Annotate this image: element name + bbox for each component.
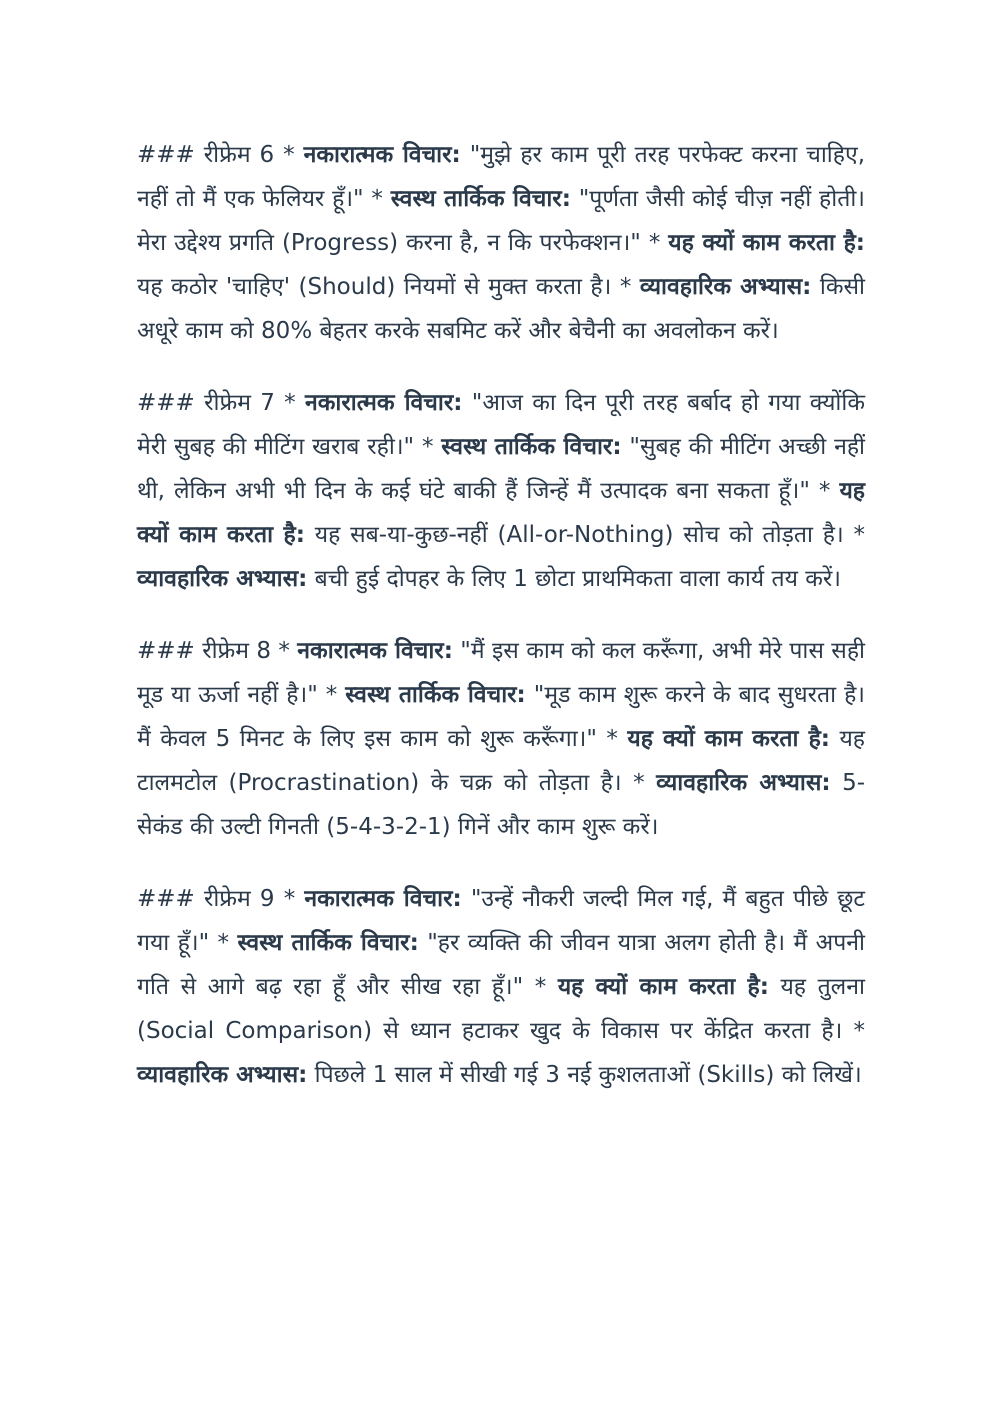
negative-thought-label: नकारात्मक विचार: (303, 142, 461, 168)
practice-label: व्यावहारिक अभ्यास: (137, 566, 308, 592)
why-it-works-label: यह क्यों काम करता है: (627, 726, 830, 752)
reframe-heading: ### रीफ्रेम 8 (137, 638, 272, 664)
why-it-works-label: यह क्यों काम करता है: (557, 974, 769, 1000)
practice-text: किसी अधूरे काम को 80% बेहतर करके सबमिट करें और बेचैनी का अवलोकन करें। (137, 274, 866, 344)
reframe-8-paragraph: ### रीफ्रेम 8 * नकारात्मक विचार: "मैं इस काम को कल करूँगा, अभी मेरे पास सही मूड या ऊर्जा नहीं है।" * स्वस्थ तार्किक विचार: "मूड काम शुरू करने के बाद सुधरता है। मैं केवल 5 मिनट के लिए इस काम को शुरू करूँगा।" * यह क्यों काम करता है: यह टालमटोल (Procrastination) के चक्र को तोड़ता है। * व्यावहारिक अभ्यास: 5-सेकंड की उल्टी गिनती (5-4-3-2-1) गिनें और काम शुरू करें। (137, 638, 866, 840)
reframe-7-paragraph: ### रीफ्रेम 7 * नकारात्मक विचार: "आज का दिन पूरी तरह बर्बाद हो गया क्योंकि मेरी सुबह की मीटिंग खराब रही।" * स्वस्थ तार्किक विचार: "सुबह की मीटिंग अच्छी नहीं थी, लेकिन अभी भी दिन के कई घंटे बाकी हैं जिन्हें मैं उत्पादक बना सकता हूँ।" * यह क्यों काम करता है: यह सब-या-कुछ-नहीं (All-or-Nothing) सोच को तोड़ता है। * व्यावहारिक अभ्यास: बची हुई दोपहर के लिए 1 छोटा प्राथमिकता वाला कार्य तय करें। (137, 390, 866, 592)
reframe-6-paragraph: ### रीफ्रेम 6 * नकारात्मक विचार: "मुझे हर काम पूरी तरह परफेक्ट करना चाहिए, नहीं तो मैं एक फेलियर हूँ।" * स्वस्थ तार्किक विचार: "पूर्णता जैसी कोई चीज़ नहीं होती। मेरा उद्देश्य प्रगति (Progress) करना है, न कि परफेक्शन।" * यह क्यों काम करता है: यह कठोर 'चाहिए' (Should) नियमों से मुक्त करता है। * व्यावहारिक अभ्यास: किसी अधूरे काम को 80% बेहतर करके सबमिट करें और बेचैनी का अवलोकन करें। (137, 142, 866, 344)
practice-text: 5-सेकंड की उल्टी गिनती (5-4-3-2-1) गिनें और काम शुरू करें। (137, 770, 865, 840)
practice-text: बची हुई दोपहर के लिए 1 छोटा प्राथमिकता वाला कार्य तय करें। (314, 566, 842, 592)
negative-thought-text: "उन्हें नौकरी जल्दी मिल गई, मैं बहुत पीछे छूट गया हूँ।" (137, 886, 865, 956)
negative-thought-text: "मैं इस काम को कल करूँगा, अभी मेरे पास सही मूड या ऊर्जा नहीं है।" (137, 638, 865, 708)
healthy-thought-label: स्वस्थ तार्किक विचार: (345, 682, 526, 708)
healthy-thought-text: "मूड काम शुरू करने के बाद सुधरता है। मैं केवल 5 मिनट के लिए इस काम को शुरू करूँगा।" (137, 682, 865, 752)
reframe-heading: ### रीफ्रेम 6 (137, 142, 275, 168)
healthy-thought-label: स्वस्थ तार्किक विचार: (390, 186, 571, 212)
why-it-works-text: यह टालमटोल (Procrastination) के चक्र को तोड़ता है। (137, 726, 866, 796)
healthy-thought-label: स्वस्थ तार्किक विचार: (237, 930, 419, 956)
why-it-works-text: यह कठोर 'चाहिए' (Should) नियमों से मुक्त करता है। (137, 274, 612, 300)
document-page (137, 133, 865, 1125)
reframe-heading: ### रीफ्रेम 7 (137, 390, 275, 416)
why-it-works-label: यह क्यों काम करता है: (137, 478, 865, 548)
negative-thought-text: "आज का दिन पूरी तरह बर्बाद हो गया क्योंकि मेरी सुबह की मीटिंग खराब रही।" (137, 390, 866, 460)
practice-text: पिछले 1 साल में सीखी गई 3 नई कुशलताओं (Skills) को लिखें। (314, 1062, 862, 1088)
healthy-thought-text: "सुबह की मीटिंग अच्छी नहीं थी, लेकिन अभी भी दिन के कई घंटे बाकी हैं जिन्हें मैं उत्पादक बना सकता हूँ।" (137, 434, 866, 504)
practice-label: व्यावहारिक अभ्यास: (656, 770, 831, 796)
why-it-works-label: यह क्यों काम करता है: (668, 230, 865, 256)
healthy-thought-label: स्वस्थ तार्किक विचार: (441, 434, 622, 460)
negative-thought-text: "मुझे हर काम पूरी तरह परफेक्ट करना चाहिए, नहीं तो मैं एक फेलियर हूँ।" (137, 142, 866, 212)
negative-thought-label: नकारात्मक विचार: (304, 390, 463, 416)
negative-thought-label: नकारात्मक विचार: (297, 638, 453, 664)
reframe-9-paragraph: ### रीफ्रेम 9 * नकारात्मक विचार: "उन्हें नौकरी जल्दी मिल गई, मैं बहुत पीछे छूट गया हूँ।" * स्वस्थ तार्किक विचार: "हर व्यक्ति की जीवन यात्रा अलग होती है। मैं अपनी गति से आगे बढ़ रहा हूँ और सीख रहा हूँ।" * यह क्यों काम करता है: यह तुलना (Social Comparison) से ध्यान हटाकर खुद के विकास पर केंद्रित करता है। * व्यावहारिक अभ्यास: पिछले 1 साल में सीखी गई 3 नई कुशलताओं (Skills) को लिखें। (137, 886, 866, 1088)
reframe-heading: ### रीफ्रेम 9 (137, 886, 275, 912)
healthy-thought-text: "हर व्यक्ति की जीवन यात्रा अलग होती है। मैं अपनी गति से आगे बढ़ रहा हूँ और सीख रहा हूँ।" (137, 930, 866, 1000)
healthy-thought-text: "पूर्णता जैसी कोई चीज़ नहीं होती। मेरा उद्देश्य प्रगति (Progress) करना है, न कि परफेक्शन।" (137, 186, 866, 256)
practice-label: व्यावहारिक अभ्यास: (639, 274, 812, 300)
practice-label: व्यावहारिक अभ्यास: (137, 1062, 308, 1088)
negative-thought-label: नकारात्मक विचार: (304, 886, 462, 912)
why-it-works-text: यह तुलना (Social Comparison) से ध्यान हटाकर खुद के विकास पर केंद्रित करता है। (137, 974, 866, 1044)
why-it-works-text: यह सब-या-कुछ-नहीं (All-or-Nothing) सोच को तोड़ता है। (314, 522, 844, 548)
